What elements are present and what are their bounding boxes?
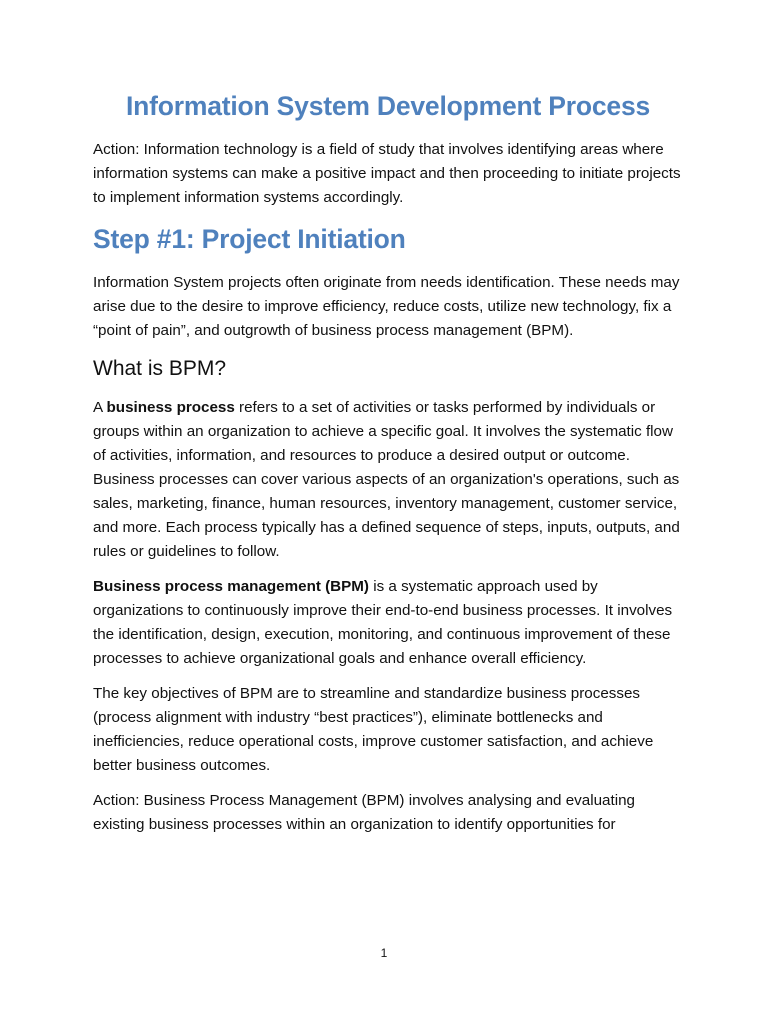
business-process-paragraph: [93, 396, 683, 564]
page-content: [93, 88, 683, 848]
bp-term: business process: [106, 399, 235, 416]
step1-heading: Step #1: Project Initiation: [93, 224, 406, 254]
bp-definition: refers to a set of activities or tasks performed by individuals or groups within an organization to achieve a specific goal. It involves the systematic flow of activities, information, and resources to produce a desired output or outcome. Business processes can cover various aspects of an organization's operations, such as sales, marketing, finance, human resources, inventory management, customer service, and more. Each process typically has a defined sequence of steps, inputs, outputs, and rules or guidelines to follow.: [93, 399, 680, 560]
document-title: Information System Development Process: [125, 91, 651, 121]
intro-paragraph: Action: Information technology is a field of study that involves identifying areas where information systems can make a positive impact and then proceeding to initiate projects to implement information systems accordingly.: [93, 141, 681, 206]
bpm-definition-paragraph: [93, 575, 683, 671]
bpm-objectives-paragraph: The key objectives of BPM are to streamline and standardize business processes (process alignment with industry “best practices”), eliminate bottlenecks and inefficiencies, reduce operational costs, improve customer satisfaction, and achieve better business outcomes.: [93, 685, 654, 774]
page-number: 1: [380, 946, 388, 960]
bp-prefix: A: [93, 399, 107, 416]
bpm-definition: is a systematic approach used by organizations to continuously improve their end-to-end business processes. It involves the identification, design, execution, monitoring, and continuous improvement of these processes to achieve organizational goals and enhance overall efficiency.: [93, 578, 673, 667]
bpm-heading: What is BPM?: [93, 357, 227, 380]
bpm-term: Business process management (BPM): [93, 578, 369, 595]
bpm-action-paragraph: Action: Business Process Management (BPM) involves analysing and evaluating existing business processes within an organization to identify opportunities for: [93, 792, 635, 833]
step1-paragraph: Information System projects often originate from needs identification. These needs may arise due to the desire to improve efficiency, reduce costs, utilize new technology, fix a “point of pain”, and outgrowth of business process management (BPM).: [93, 274, 680, 339]
